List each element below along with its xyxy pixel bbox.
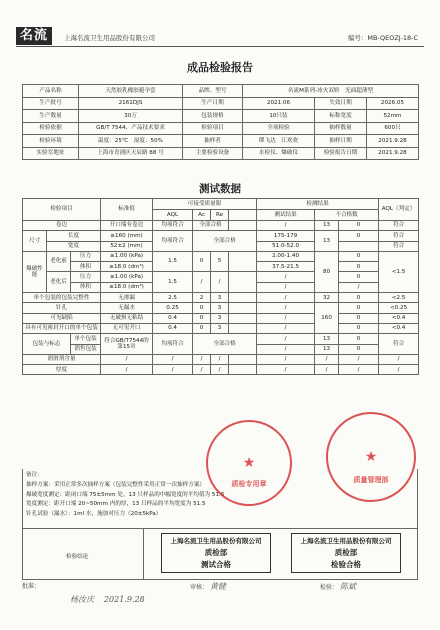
cell: 0 [339, 262, 379, 272]
label-brand-model: 品牌、型号 [183, 85, 243, 98]
cell: / [257, 221, 315, 231]
conclusion-section [22, 529, 418, 580]
stamp-dept: 质检部 [204, 548, 228, 557]
label-env: 检验环境 [23, 135, 79, 148]
cell: 0 [339, 293, 379, 303]
cell: 压力 [71, 272, 101, 282]
cell: 175-179 [257, 231, 315, 241]
col-aql: AQL [153, 210, 193, 221]
cell: / [339, 282, 379, 292]
seal-text: 质检专用章 [231, 480, 267, 489]
red-seal-qc [206, 420, 292, 506]
approver-field [22, 581, 40, 590]
cell: 符合 [379, 241, 419, 251]
cell: 0 [339, 313, 379, 323]
remark-line: 宽度测定：距开口端 20~50mm 内的厚，13 只样品的平均宽度为 51.5 [26, 501, 206, 508]
company-logo: 名流 [16, 27, 52, 45]
col-re: Re [211, 210, 229, 221]
cell: 包装与标志 [23, 334, 71, 355]
cell: 32 [315, 293, 339, 303]
cell: 0 [339, 221, 379, 231]
inspector-sign: 陈斌 [339, 582, 356, 591]
cell: 符合 [379, 334, 419, 355]
cell: / [193, 354, 211, 364]
cell: 可见缺陷 [23, 313, 101, 323]
cell: 160 [315, 303, 339, 334]
cell: / [257, 323, 315, 333]
cell: ≥18.0 (dm³) [101, 282, 153, 292]
table-row [23, 323, 419, 333]
cell: / [211, 272, 229, 293]
table-row [23, 147, 419, 160]
cell: 0 [339, 334, 379, 344]
qc-inspection-stamp [291, 533, 401, 573]
cell: 开口端有卷边 [101, 221, 153, 231]
approver-signature [70, 594, 145, 605]
cell: 1.5 [153, 251, 193, 272]
label-batch: 生产批号 [23, 97, 79, 110]
label-sampler: 抽样者 [183, 135, 243, 148]
col-result-group: 检测结果 [257, 199, 379, 210]
star-icon: ★ [242, 455, 256, 471]
qc-test-stamp [161, 533, 271, 573]
col-standard: 标准值 [101, 199, 153, 221]
cell: 符合GB/T7544的第15章 [101, 334, 153, 355]
cell: 1.5 [153, 272, 193, 293]
label-report-date: 检验报告日期 [315, 147, 367, 160]
value-width: 52mm [367, 110, 419, 123]
cell: 0.25 [153, 303, 193, 313]
stamp-company: 上海名流卫生用品股份有限公司 [170, 537, 262, 545]
table-row [23, 231, 419, 241]
label-items: 检验项目 [183, 122, 243, 135]
cell: 均项符合 [153, 221, 193, 231]
cell: / [339, 365, 379, 375]
cell: 尺寸 [23, 231, 47, 252]
cell: 2.00-1.40 [257, 251, 315, 261]
stamp-verdict: 检验合格 [331, 560, 361, 569]
cell: 3 [211, 303, 229, 313]
value-env: 温度：25℃ 湿度：50% [79, 135, 183, 148]
cell: 13 [315, 221, 339, 231]
conclusion-label: 检验结论 [66, 554, 89, 560]
cell: 单个包装 [71, 334, 101, 344]
inspector-label: 检验： [320, 584, 339, 591]
remark-line: 爆破宽度测定：距闭口端 75±5mm 处，13 只样品的中幅宽度的平均值为 51.5 [26, 491, 225, 498]
table-row [23, 313, 419, 323]
label-sample-qty: 抽样数量 [315, 122, 367, 135]
cell: / [153, 365, 193, 375]
cell: 13 [315, 231, 339, 252]
cell: / [101, 354, 153, 364]
cell: <0.4 [379, 313, 419, 323]
cell: 0 [193, 251, 211, 272]
cell: 0 [339, 303, 379, 313]
table-row [23, 365, 419, 375]
cell: ≥160 (mm) [101, 231, 153, 241]
cell: 0 [339, 344, 379, 354]
cell: 80 [315, 251, 339, 292]
cell: 爆破性能 [23, 251, 47, 292]
cell: 均项符合 [153, 334, 193, 355]
cell: 体积 [71, 282, 101, 292]
approver-date: 2021.9.28 [103, 595, 145, 604]
col-ac: Ac [193, 210, 211, 221]
label-expiry: 失效日期 [315, 97, 367, 110]
cell: 销售包装 [71, 344, 101, 354]
cell: 0 [339, 231, 379, 241]
document-number: 编号：MB-QEOZJ-18-C [347, 34, 418, 42]
value-product-name: 天然胶乳橡胶避孕套 [79, 85, 183, 98]
cell: 3 [211, 313, 229, 323]
cell: / [153, 354, 193, 364]
value-sample-date: 2021.9.28 [367, 135, 419, 148]
table-row [23, 251, 419, 261]
cell: 0 [339, 251, 379, 261]
red-seal-quality-dept [326, 412, 416, 502]
cell: 0.4 [153, 313, 193, 323]
cell: ≥1.00 (kPa) [101, 272, 153, 282]
table-row [23, 221, 419, 231]
value-basis: GB/T 7544、产品技术要求 [79, 122, 183, 135]
cell: / [339, 354, 379, 364]
cell: 0 [193, 303, 211, 313]
label-pack: 包装规格 [183, 110, 243, 123]
cell: / [379, 365, 419, 375]
cell: 厚度 [23, 365, 101, 375]
cell: 卷边 [23, 221, 101, 231]
col-judgement: AQL（判定） [379, 199, 419, 221]
label-lab: 实验室地址 [23, 147, 79, 160]
cell: 0 [193, 313, 211, 323]
cell: 52±2 (mm) [101, 241, 153, 251]
table-row [23, 97, 419, 110]
reviewer-sign: 黄健 [209, 582, 226, 591]
cell: 0.4 [153, 323, 193, 333]
value-sample-qty: 600只 [367, 122, 419, 135]
cell: 无渗漏 [101, 293, 153, 303]
cell: 13 [315, 344, 339, 354]
star-icon: ★ [364, 449, 378, 465]
remark-line: 针孔试验（漏水）：1ml 水，施加对压力（20±5kPa） [26, 511, 162, 518]
cell: 宽度 [47, 241, 101, 251]
label-quantity: 生产数量 [23, 110, 79, 123]
remarks-heading: 备注： [26, 472, 43, 478]
cell: 压力 [71, 251, 101, 261]
table-row [23, 303, 419, 313]
label-basis: 检验依据 [23, 122, 79, 135]
company-name: 上海名流卫生用品股份有限公司 [64, 34, 155, 42]
label-sample-date: 抽样日期 [315, 135, 367, 148]
value-batch: 2161DJS [79, 97, 183, 110]
stamp-dept: 质检部 [334, 548, 358, 557]
cell: / [257, 344, 315, 354]
cell: 单个包装的包装完整性 [23, 293, 101, 303]
value-quantity: 30万 [79, 110, 183, 123]
label-product-name: 产品名称 [23, 85, 79, 98]
cell: 无漏水 [101, 303, 153, 313]
cell: ≥1.00 (kPa) [101, 251, 153, 261]
cell: / [257, 282, 315, 292]
table-row [23, 122, 419, 135]
cell: 0 [193, 323, 211, 333]
stamp-company: 上海名流卫生用品股份有限公司 [300, 537, 392, 545]
stamp-verdict: 测试合格 [201, 560, 231, 569]
cell: 2 [193, 293, 211, 303]
cell: 符合 [379, 231, 419, 241]
value-lab: 上海市青浦区天辰路 88 号 [79, 147, 183, 160]
col-item: 检验项目 [23, 199, 101, 221]
cell: / [257, 354, 315, 364]
table-row [23, 110, 419, 123]
value-pack: 10只装 [243, 110, 315, 123]
header-divider [16, 46, 424, 47]
cell: <2.5 [379, 293, 419, 303]
table-row [23, 354, 419, 364]
cell: 37.5-21.5 [257, 262, 315, 272]
col-nonconforming: 不合格数 [315, 210, 379, 221]
cell: / [315, 365, 339, 375]
cell: 51.0-52.0 [257, 241, 315, 251]
value-expiry: 2026.05 [367, 97, 419, 110]
col-aql-group: 可接受质量限 [153, 199, 257, 210]
cell: / [257, 313, 315, 323]
reviewer-field [190, 581, 226, 592]
cell: / [257, 334, 315, 344]
cell: 无破损无粘结 [101, 313, 153, 323]
cell: / [211, 354, 229, 364]
conclusion-divider [143, 529, 144, 579]
cell: 3 [211, 323, 229, 333]
seal-text: 质量管理部 [353, 475, 389, 484]
table-row [23, 85, 419, 98]
table-row [23, 293, 419, 303]
cell: 具有可见密封开口的单个包装 [23, 323, 101, 333]
label-prod-date: 生产日期 [183, 97, 243, 110]
cell: 全部合格 [193, 221, 229, 231]
report-title: 成品检验报告 [187, 61, 253, 74]
cell: / [257, 365, 315, 375]
value-items: 全项检验 [243, 122, 315, 135]
approver-label: 批准： [22, 583, 41, 590]
table-row [23, 334, 419, 344]
cell: / [257, 293, 315, 303]
value-prod-date: 2021.06 [243, 97, 315, 110]
cell: 全部合格 [193, 334, 257, 355]
cell: / [257, 272, 315, 282]
cell: 润滑剂含量 [23, 354, 101, 364]
cell: 老化后 [47, 272, 71, 293]
value-report-date: 2021.9.28 [367, 147, 419, 160]
product-info-table [22, 84, 419, 160]
label-width: 标称宽度 [315, 110, 367, 123]
cell: / [193, 365, 211, 375]
cell: 符合 [379, 221, 419, 231]
cell: 体积 [71, 262, 101, 272]
cell: 0 [339, 272, 379, 282]
cell: 老化前 [47, 251, 71, 272]
cell: 均项符合 [153, 231, 193, 252]
cell: <0.25 [379, 303, 419, 313]
col-test-result: 测试结果 [257, 210, 315, 221]
cell: ≥18.0 (dm³) [101, 262, 153, 272]
value-sampler: 缪飞达 江欢欢 [243, 135, 315, 148]
table-row [23, 135, 419, 148]
cell: 13 [315, 334, 339, 344]
cell: 长度 [47, 231, 101, 241]
approver-sign: 杨汝庆 [70, 595, 94, 604]
cell: / [211, 365, 229, 375]
cell: <1.5 [379, 251, 419, 292]
table-header-row [23, 199, 419, 210]
table-row [23, 272, 419, 282]
cell: / [193, 272, 211, 293]
cell: 2.5 [153, 293, 193, 303]
test-data-title: 测试数据 [199, 183, 241, 195]
cell: <0.4 [379, 323, 419, 333]
cell: / [101, 365, 153, 375]
label-equipment: 主要检验设备 [183, 147, 243, 160]
cell: 5 [211, 251, 229, 272]
test-data-table [22, 198, 419, 375]
remark-line: 抽样方案：采用正常多次抽样方案（包装完整性采用正常一次抽样方案） [26, 481, 206, 488]
cell: / [257, 303, 315, 313]
value-brand-model: 名流M系列-冰火双娇 光面超薄型 [243, 85, 419, 98]
cell: 3 [211, 293, 229, 303]
cell: 0 [339, 323, 379, 333]
cell: / [379, 354, 419, 364]
cell: / [315, 354, 339, 364]
cell: 针孔 [23, 303, 101, 313]
value-equipment: 水检仪、爆破仪 [243, 147, 315, 160]
cell: 无可见开口 [101, 323, 153, 333]
inspector-field [320, 581, 356, 592]
reviewer-label: 审核： [190, 584, 209, 591]
cell: 全部合格 [193, 231, 257, 252]
